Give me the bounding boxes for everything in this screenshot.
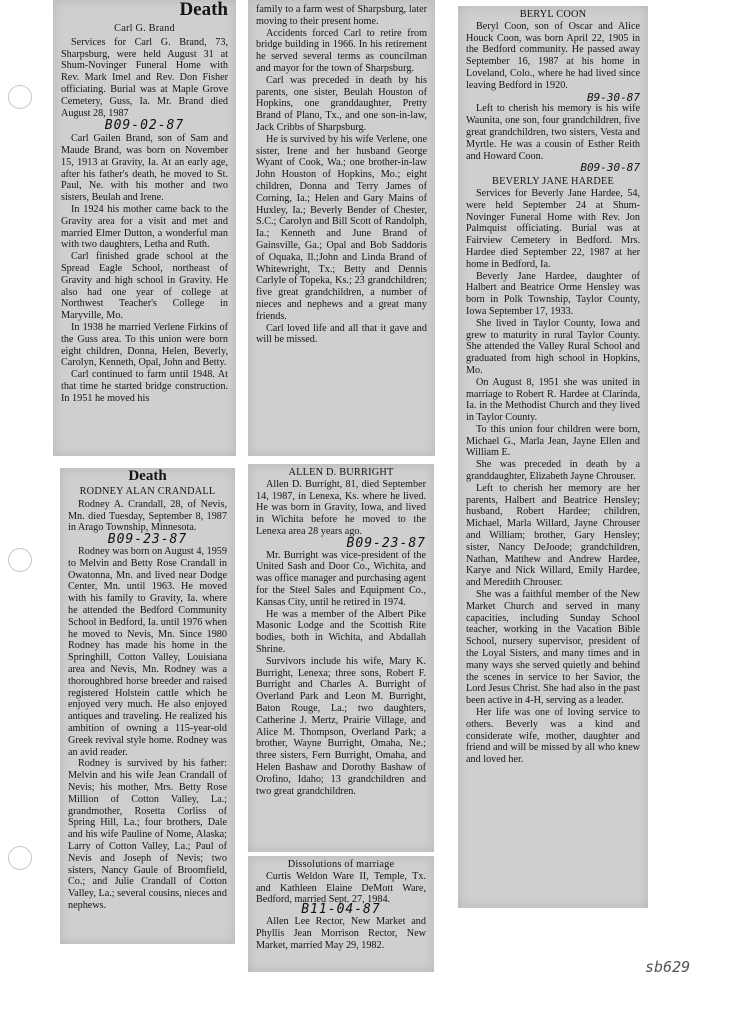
paragraph: On August 8, 1951 she was united in marriage to Robert R. Hardee at Clarinda, Ia. in the Methodist Church and they lived in Taylor County. xyxy=(466,376,640,424)
paragraph: Services for Beverly Jane Hardee, 54, were held September 24 at Shum-Novinger Funeral Home with Rev. Jon Palmquist officiating. Burial was at Fairview Cemetery in Bedford. Mrs. Hardee died September 22, 1987 at her home in Bedford, Ia. xyxy=(466,187,640,270)
paragraph: Allen Lee Rector, New Market and Phyllis Jean Morrison Rector, New Market, married May 29, 1982. xyxy=(256,915,426,951)
paragraph: Allen D. Burright, 81, died September 14, 1987, in Lenexa, Ks. where he lived. He was born in Gravity, Iowa, and lived in Wichita before he moved to the Lenexa area 28 years ago. xyxy=(256,478,426,537)
handwritten-date: B09-23-87 xyxy=(346,535,426,551)
page-mark: sb629 xyxy=(645,958,691,976)
obituary-name: Carl G. Brand xyxy=(114,23,175,34)
paragraph: Rodney was born on August 4, 1959 to Melvin and Betty Rose Crandall in Owatonna, Mn. and lived near Dodge Center, Mn. until 1963. He moved with his family to Gravity, Ia. where he attended the Bedford Community School in Bedford, Ia. until 1976 when he moved to Nevis, Mn. Since 1980 Rodney has made his home in the Springhill, Cotton Valley, Louisiana area and Nevis, Mn. Rodney was a thoroughbred horse breeder and raised registered Holstein cattle which he enjoyed very much. He also enjoyed antiques and traveling. He realized his ambition of owning a 115-year-old Greek revival style home. Rodney was an avid reader. xyxy=(68,545,228,758)
clipping-carl-brand-part1 xyxy=(53,0,236,456)
obituary-name: BERYL COON xyxy=(519,9,587,20)
paragraph: Rodney A. Crandall, 28, of Nevis, Mn. died Tuesday, September 8, 1987 in Arago Township, Minnesota. xyxy=(68,498,227,534)
paragraph: Mr. Burright was vice-president of the United Sash and Door Co., Wichita, and was office manager and purchasing agent for the Steel Sales and Equipment Co., Kansas City, until he retired in 1974. xyxy=(256,549,426,608)
paragraph: Beryl Coon, son of Oscar and Alice Houck Coon, was born April 22, 1905 in the Bedford community. He passed away September 16, 1987 at his home in Loveland, Colo., where he had lived since leaving Bedford in 1920. xyxy=(466,20,640,91)
paragraph: Survivors include his wife, Mary K. Burright, Lenexa; three sons, Robert F. Burright and Charles A. Burright of Overland Park and Leon M. Burright, Baton Rouge, La.; two daughters, Catherine J. Mertz, Prairie Village, and Alice M. Thompson, Overland Park; a brother, Wayne Burright, Omaha, Ne.; three sisters, Fern Burright, Omaha, and Helen Bashaw and Dorothy Bashaw of Orofino, Idaho; 13 grandchildren and two great grandchildren. xyxy=(256,655,426,797)
paragraph: Carl was preceded in death by his parents, one sister, Beulah Houston of Hopkins, one granddaughter, Pretty Brand of Plano, Tx., and one son-in-law, Jack Cribbs of Sharpsburg. xyxy=(256,74,427,133)
obituary-name: RODNEY ALAN CRANDALL xyxy=(79,486,216,497)
paragraph: To this union four children were born, Michael G., Marla Jean, Jayne Ellen and William E. xyxy=(466,423,640,459)
paragraph: Carl loved life and all that it gave and will be missed. xyxy=(256,322,427,346)
paragraph: Her life was one of loving service to others. Beverly was a kind and considerate wife, mother, daughter and friend and will be missed by all who knew and loved her. xyxy=(466,707,640,766)
clipping-crandall xyxy=(60,468,235,944)
clipping-coon-hardee xyxy=(458,6,648,908)
paragraph: She was a faithful member of the New Market Church and served in many capacities, including Sunday School teacher, working in the Vacation Bible School, nursery supervisor, president of the Loyal Sisters, and many times and in many ways she served quietly and behind the scenes in service to her Savior, the Lord Jesus Christ. She had also in the past been active in 4-H, serving as a leader. xyxy=(466,589,640,707)
clipping-burright xyxy=(248,464,434,852)
paragraph: family to a farm west of Sharpsburg, later moving to their present home. xyxy=(256,4,427,27)
punch-hole xyxy=(8,846,32,870)
paragraph: He was a member of the Albert Pike Masonic Lodge and the Scottish Rite bodies, both in Wichita, and Abdallah Shrine. xyxy=(256,608,426,655)
handwritten-date: B11-04-87 xyxy=(301,902,381,918)
paragraph: In 1938 he married Verlene Firkins of the Guss area. To this union were born eight children, Donna, Helen, Beverly, Carolyn, Kenneth, Opal, John and Betty. xyxy=(61,321,228,369)
paragraph: She was preceded in death by a granddaughter, Elizabeth Jayne Chrouser. xyxy=(466,459,640,483)
death-heading: Death xyxy=(128,468,167,484)
clipping-carl-brand-part2 xyxy=(248,0,435,456)
punch-hole xyxy=(8,548,32,572)
handwritten-date: B09-30-87 xyxy=(580,161,640,175)
handwritten-date: B09-23-87 xyxy=(107,532,188,548)
section-heading: Dissolutions of marriage xyxy=(287,859,395,870)
obituary-name: BEVERLY JANE HARDEE xyxy=(492,176,614,188)
paragraph: Left to cherish his memory is his wife Waunita, one son, four grandchildren, five great grandchildren, two sisters, Vesta and Myrtle. He was a cousin of Esther Reith and Howard Coon. xyxy=(466,103,640,162)
paragraph: Carl Gailen Brand, son of Sam and Maude Brand, was born on November 15, 1913 at Gravity, Ia. At an early age, after his father's death, he moved to St. Paul, Ne. with his mother and two sisters, Beulah and Irene. xyxy=(61,133,228,204)
paragraph: He is survived by his wife Verlene, one sister, Irene and her husband George Wyant of Cook, Wa.; one brother-in-law John Houston of Hopkins, Mo.; eight children, Donna and Terry James of Corning, Ia.; Helen and Gary Mains of Huxley, Ia.; Beverly Bender of Chester, S.C.; Carolyn and Bill Scott of Randolph, Ia.; Kenneth and June Brand of Gainsville, Ga.; Opal and Bob Saddoris of Oquaka, Il.;John and Linda Brand of Whitewright, Tx.; Betty and Dennis Carlyle of Topeka, Ks.; 23 grandchildren; five great grandchildren, a number of nieces and nephews and a great many friends. xyxy=(256,133,427,322)
handwritten-date: B09-02-87 xyxy=(104,118,185,134)
clipping-dissolutions xyxy=(248,856,434,972)
punch-hole xyxy=(8,85,32,109)
obituary-name: ALLEN D. BURRIGHT xyxy=(288,467,394,478)
paragraph: Beverly Jane Hardee, daughter of Halbert and Beatrice Orme Hensley was born in Polk Township, Taylor County, Iowa September 17, 1933. xyxy=(466,270,640,317)
paragraph: Accidents forced Carl to retire from bridge building in 1966. In his retirement he served several terms as councilman and mayor for the town of Sharpsburg. xyxy=(256,27,427,74)
paragraph: Services for Carl G. Brand, 73, Sharpsburg, were held August 31 at Shum-Novinger Funeral Home with Rev. Mark Imel and Rev. Don Fisher officiating. Burial was at Maple Grove Cemetery, Guss, Ia. Mr. Brand died August 28, 1987 xyxy=(61,36,228,119)
paragraph: She lived in Taylor County, Iowa and grew to maturity in rural Taylor County. She attended the Valley Rural School and graduated from high school in Hopkins, Mo. xyxy=(466,317,640,376)
paragraph: Carl finished grade school at the Spread Eagle School, northeast of Gravity and high school in Gravity. He also had one year of college at Northwest Teacher's College in Maryville, Mo. xyxy=(61,251,228,322)
paragraph: Carl continued to farm until 1948. At that time he started bridge construction. In 1951 he moved his xyxy=(61,369,228,404)
paragraph: Rodney is survived by his father: Melvin and his wife Jean Crandall of Nevis; his mother, Mrs. Betty Rose Million of Cotton Valley, La.; grandmother, Rosetta Corliss of Spring Hill, La.; four brothers, Dale and his wife Pauline of Nome, Alaska; Larry of Cotton Valley, La.; Paul of Nevis and Joseph of Nevis; two sisters, Nancy Gaule of Broomfield, Co.; and Julie Crandall of Cotton Valley, La.; several cousins, nieces and nephews. xyxy=(68,758,227,911)
paragraph: Left to cherish her memory are her parents, Halbert and Beatrice Hensley; husband, Robert Hardee; children, Michael, Marla Willard, Jayne Chrouser and William; brother, Gary Hensley; sister, Nancy DeJoode; grandchildren, Nathan, Matthew and Andrew Hardee, Karye and Nick Willard, Emily Hardee, and Meredith Chrouser. xyxy=(466,482,640,589)
death-heading: Death xyxy=(179,0,228,20)
paragraph: In 1924 his mother came back to the Gravity area for a visit and met and married Elmer Dutton, a wonderful man with two daughters, Letha and Ruth. xyxy=(61,203,228,251)
paragraph: Curtis Weldon Ware II, Temple, Tx. and Kathleen Elaine DeMott Ware, Bedford, married Sept. 27, 1984. xyxy=(256,870,426,906)
handwritten-date: B9-30-87 xyxy=(587,90,640,104)
